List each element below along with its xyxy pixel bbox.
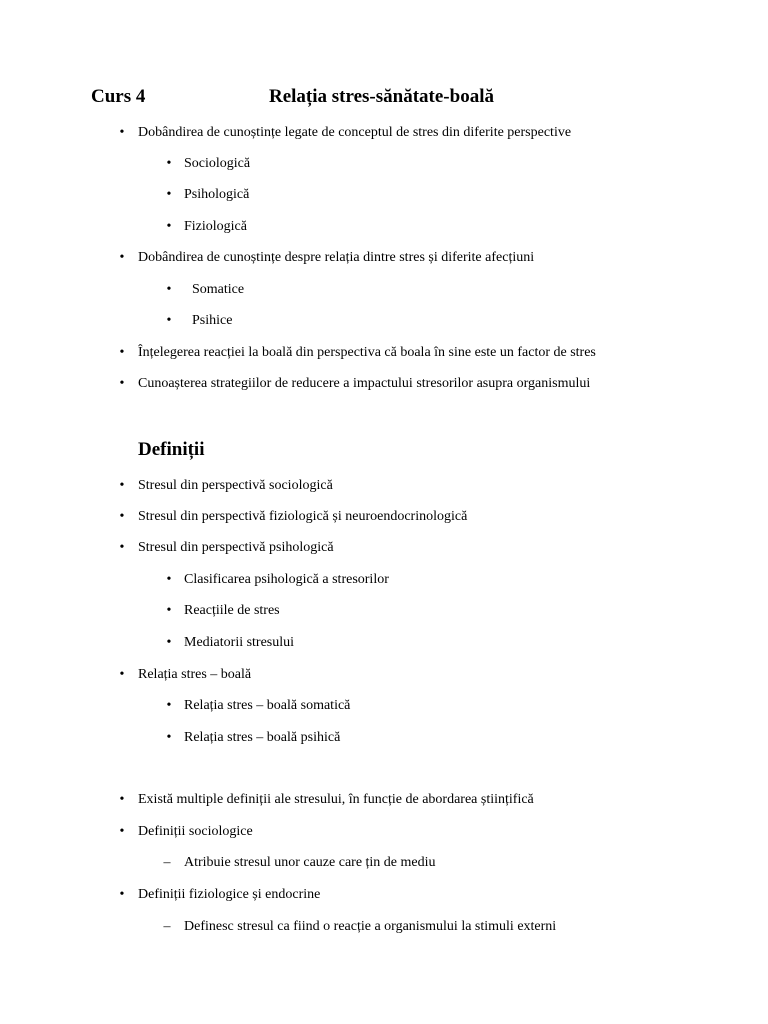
bullet-marker: • [166, 603, 172, 618]
list-item [119, 477, 333, 495]
list-item-text: Cunoașterea strategiilor de reducere a impactului stresorilor asupra organismului [138, 376, 591, 391]
bullet-marker: • [166, 282, 172, 297]
list-item [166, 186, 250, 204]
list-item [119, 886, 321, 904]
bullet-marker: • [166, 219, 172, 234]
list-item-text: Stresul din perspectivă fiziologică și neuroendocrinologică [138, 509, 468, 524]
list-item [119, 249, 535, 267]
list-item-text: Psihologică [184, 187, 250, 202]
bullet-marker: • [119, 478, 125, 493]
list-item-text: Sociologică [184, 156, 251, 171]
list-item-text: Somatice [192, 282, 245, 297]
bullet-marker: • [119, 345, 125, 360]
list-item-text: Definesc stresul ca fiind o reacție a organismului la stimuli externi [184, 919, 557, 934]
list-item [119, 124, 572, 142]
bullet-marker: • [166, 187, 172, 202]
bullet-marker: • [166, 572, 172, 587]
list-item [166, 571, 389, 589]
list-item-text: Dobândirea de cunoștințe despre relația dintre stres și diferite afecțiuni [138, 250, 535, 265]
bullet-marker: • [119, 125, 125, 140]
bullet-marker: • [119, 824, 125, 839]
bullet-marker: • [166, 635, 172, 650]
list-item-text: Există multiple definiții ale stresului, în funcție de abordarea științifică [138, 792, 534, 807]
list-item [119, 823, 253, 841]
list-item-text: Relația stres – boală [138, 667, 252, 682]
bullet-marker: • [119, 250, 125, 265]
list-item [119, 791, 534, 809]
bullet-marker: • [119, 509, 125, 524]
bullet-marker: • [166, 698, 172, 713]
list-item [119, 344, 596, 362]
list-item-text: Dobândirea de cunoștințe legate de conceptul de stres din diferite perspective [138, 125, 572, 140]
list-item [166, 218, 247, 236]
list-item [166, 634, 295, 652]
bullet-marker: • [119, 376, 125, 391]
bullet-marker: • [119, 887, 125, 902]
list-item [166, 312, 233, 330]
list-item-text: Reacțiile de stres [184, 603, 280, 618]
list-item-text: Înțelegerea reacției la boală din perspectiva că boala în sine este un factor de stres [138, 345, 596, 360]
section-heading: Definiții [138, 439, 205, 460]
course-title: Relația stres-sănătate-boală [269, 86, 494, 107]
list-item [163, 854, 436, 872]
list-item-text: Relația stres – boală somatică [184, 698, 351, 713]
list-item-text: Fiziologică [184, 219, 247, 234]
list-item [166, 155, 251, 173]
list-item [119, 666, 252, 684]
bullet-marker: • [119, 540, 125, 555]
bullet-marker: • [119, 667, 125, 682]
course-label: Curs 4 [91, 86, 146, 107]
list-item-text: Clasificarea psihologică a stresorilor [184, 572, 389, 587]
list-item-text: Stresul din perspectivă sociologică [138, 478, 333, 493]
list-item-text: Mediatorii stresului [184, 635, 295, 650]
list-item-text: Definiții fiziologice și endocrine [138, 887, 321, 902]
list-item-text: Relația stres – boală psihică [184, 730, 341, 745]
dash-marker: – [163, 919, 171, 934]
bullet-marker: • [166, 156, 172, 171]
list-item [166, 281, 245, 299]
list-item-text: Definiții sociologice [138, 824, 253, 839]
bullet-marker: • [166, 313, 172, 328]
list-item [163, 918, 557, 936]
list-item [166, 729, 341, 747]
list-item [166, 697, 351, 715]
list-item-text: Psihice [192, 313, 233, 328]
bullet-marker: • [166, 730, 172, 745]
list-item-text: Atribuie stresul unor cauze care țin de mediu [184, 855, 436, 870]
list-item [119, 508, 468, 526]
dash-marker: – [163, 855, 171, 870]
bullet-marker: • [119, 792, 125, 807]
list-item-text: Stresul din perspectivă psihologică [138, 540, 334, 555]
list-item [119, 375, 591, 393]
list-item [119, 539, 334, 557]
list-item [166, 602, 280, 620]
page-title [91, 86, 691, 112]
